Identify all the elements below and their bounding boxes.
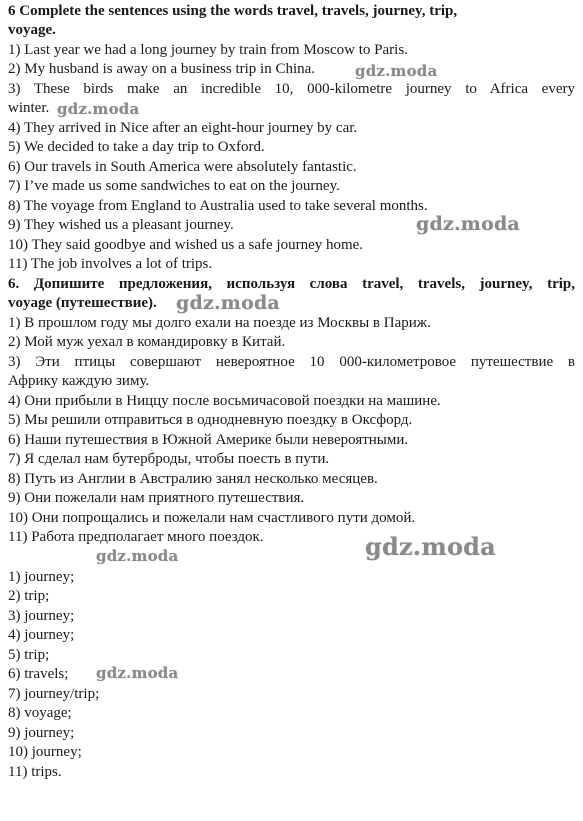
sentence-6: 6) Our travels in South America were absolutely fantastic. [8,159,357,175]
sentence-9: 9) They wished us a pleasant journey. [8,217,234,233]
answer-6: 6) travels; [8,666,69,682]
russian-sentence-4: 4) Они прибыли в Ниццу после восьмичасовой поездки на машине. [8,393,441,409]
watermark: gdz.moda [416,213,520,235]
russian-heading-continued: voyage (путешествие). [8,295,157,311]
sentence-10: 10) They said goodbye and wished us a safe journey home. [8,237,364,253]
watermark: gdz.moda [176,292,280,314]
sentence-5: 5) We decided to take a day trip to Oxford. [8,139,265,155]
russian-sentence-6: 6) Наши путешествия в Южной Америке были невероятными. [8,432,409,448]
answer-2: 2) trip; [8,588,50,604]
answer-8: 8) voyage; [8,705,72,721]
sentence-11: 11) The job involves a lot of trips. [8,256,213,272]
answer-11: 11) trips. [8,764,62,780]
answer-5: 5) trip; [8,647,50,663]
russian-sentence-2: 2) Мой муж уехал в командировку в Китай. [8,334,286,350]
russian-sentence-10: 10) Они попрощались и пожелали нам счастливого пути домой. [8,510,416,526]
russian-sentence-9: 9) Они пожелали нам приятного путешествия. [8,490,305,506]
watermark: gdz.moda [96,547,179,565]
sentence-8: 8) The voyage from England to Australia used to take several months. [8,198,428,214]
russian-heading: 6. Допишите предложения, используя слова travel, travels, journey, trip, [8,276,575,292]
answer-7: 7) journey/trip; [8,686,100,702]
watermark: gdz.moda [365,532,496,561]
watermark: gdz.moda [355,62,438,80]
russian-sentence-7: 7) Я сделал нам бутерброды, чтобы поесть в пути. [8,451,330,467]
watermark: gdz.moda [57,100,140,118]
russian-sentence-11: 11) Работа предполагает много поездок. [8,529,264,545]
answer-10: 10) journey; [8,744,82,760]
answer-3: 3) journey; [8,608,75,624]
russian-sentence-8: 8) Путь из Англии в Австралию занял несколько месяцев. [8,471,378,487]
russian-sentence-3-continued: Африку каждую зиму. [8,373,150,389]
sentence-2: 2) My husband is away on a business trip in China. [8,61,316,77]
russian-sentence-5: 5) Мы решили отправиться в однодневную поездку в Оксфорд. [8,412,413,428]
answer-9: 9) journey; [8,725,75,741]
sentence-1: 1) Last year we had a long journey by train from Moscow to Paris. [8,42,408,58]
sentence-7: 7) I’ve made us some sandwiches to eat on the journey. [8,178,340,194]
russian-sentence-3: 3) Эти птицы совершают невероятное 10 000-километровое путешествие в [8,354,575,370]
sentence-3-continued: winter. [8,100,50,116]
exercise-heading: 6 Complete the sentences using the words travel, travels, journey, trip, [8,3,458,19]
answer-1: 1) journey; [8,569,75,585]
russian-sentence-1: 1) В прошлом году мы долго ехали на поезде из Москвы в Париж. [8,315,431,331]
exercise-heading-continued: voyage. [8,22,56,38]
sentence-4: 4) They arrived in Nice after an eight-hour journey by car. [8,120,358,136]
sentence-3: 3) These birds make an incredible 10, 000-kilometre journey to Africa every [8,81,575,97]
answer-4: 4) journey; [8,627,75,643]
watermark: gdz.moda [96,664,179,682]
